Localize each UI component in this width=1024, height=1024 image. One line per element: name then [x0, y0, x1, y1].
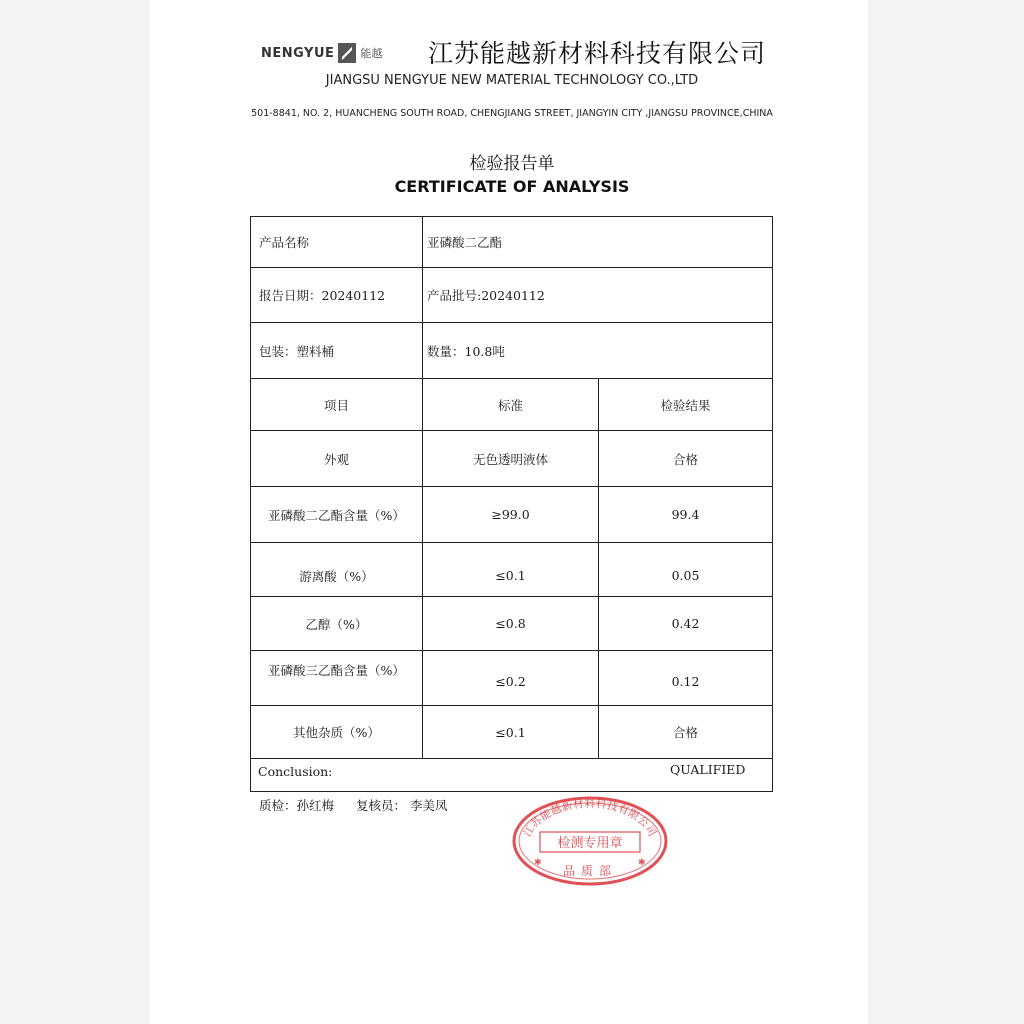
- row-result: 合格: [672, 451, 698, 467]
- stamp-outer-text: 江苏能越新材料科技有限公司: [521, 798, 659, 840]
- row-item: 外观: [323, 451, 349, 467]
- row-result: 0.12: [671, 673, 700, 689]
- packaging: 包装：塑料桶: [259, 343, 335, 359]
- logo-wordmark: NENGYUE: [261, 45, 335, 61]
- logo-cn-text: 能越: [360, 47, 383, 60]
- company-name-en: JIANGSU NENGYUE NEW MATERIAL TECHNOLOGY CO.,LTD: [325, 73, 699, 88]
- row-standard: ≤0.8: [495, 616, 526, 631]
- logo-n-icon: [338, 43, 356, 63]
- inspection-seal-stamp: [510, 795, 670, 887]
- row-standard: ≤0.1: [495, 724, 526, 740]
- row-item: 游离酸（%）: [299, 568, 374, 584]
- header-standard: 标准: [497, 397, 523, 413]
- row-standard: ≤0.2: [495, 673, 526, 689]
- row-standard: 无色透明液体: [472, 451, 548, 467]
- header-item: 项目: [323, 397, 349, 413]
- company-name-cn: 江苏能越新材料科技有限公司: [428, 39, 767, 68]
- row-result: 合格: [672, 725, 698, 740]
- svg-text:✱: ✱: [638, 858, 646, 868]
- product-name-value: 亚磷酸二乙酯: [427, 235, 503, 250]
- report-date: 报告日期：20240112: [259, 288, 386, 303]
- header-result: 检验结果: [660, 397, 711, 413]
- conclusion-value: QUALIFIED: [670, 761, 746, 777]
- report-title-cn: 检验报告单: [469, 154, 555, 174]
- signature-line: [259, 796, 448, 814]
- svg-text:✱: ✱: [534, 858, 542, 868]
- report-title-en: CERTIFICATE OF ANALYSIS: [394, 177, 630, 196]
- company-address: 501-8841, NO. 2, HUANCHENG SOUTH ROAD, CHENGJIANG STREET, JIANGYIN CITY ,JIANGSU PROVINCE,CHINA: [251, 108, 773, 119]
- company-logo: [261, 42, 382, 64]
- row-item: 乙醇（%）: [305, 616, 368, 632]
- row-result: 0.05: [671, 568, 700, 583]
- row-result: 0.42: [671, 616, 700, 631]
- product-name-label: 产品名称: [259, 235, 310, 250]
- stamp-inner-text: 检测专用章: [557, 836, 623, 851]
- batch-number: 产品批号:20240112: [427, 288, 545, 303]
- stamp-bottom-text: 品质部: [562, 864, 618, 878]
- reviewer-name: 复核员： 李美凤: [356, 798, 448, 813]
- row-item: 亚磷酸二乙酯含量（%）: [268, 507, 405, 523]
- row-standard: ≤0.1: [495, 568, 526, 583]
- svg-text:江苏能越新材料科技有限公司: [521, 797, 658, 839]
- quantity: 数量：10.8吨: [427, 343, 505, 359]
- inspector-name: 质检：孙红梅: [259, 798, 335, 813]
- row-item: 其他杂质（%）: [293, 725, 380, 740]
- row-item: 亚磷酸三乙酯含量（%）: [268, 663, 405, 678]
- row-standard: ≥99.0: [491, 507, 530, 522]
- conclusion-label: Conclusion:: [258, 763, 333, 779]
- row-result: 99.4: [671, 507, 700, 522]
